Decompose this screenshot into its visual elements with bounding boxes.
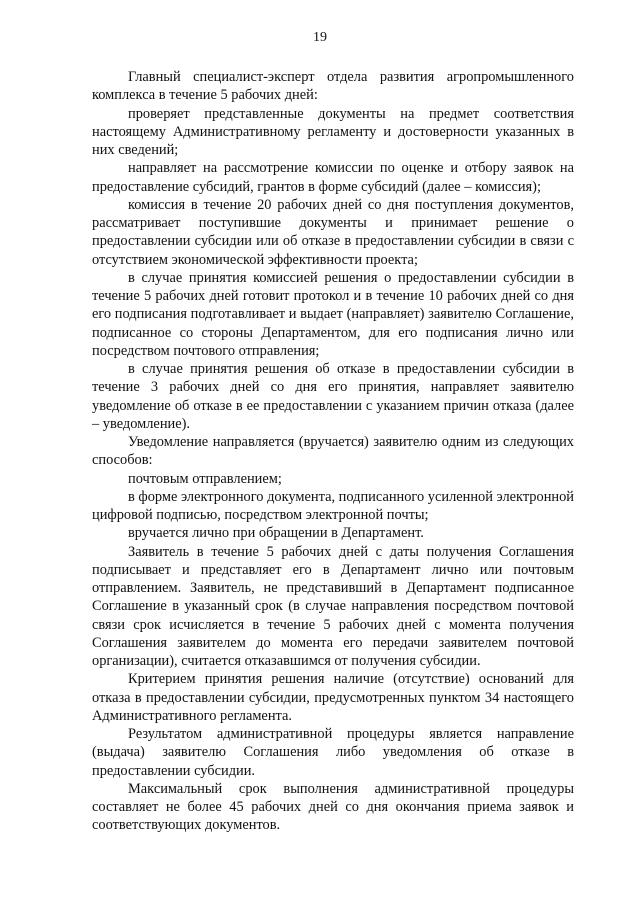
- paragraph: Уведомление направляется (вручается) заявителю одним из следующих способов:: [92, 434, 574, 469]
- document-body: [92, 68, 574, 835]
- paragraph: проверяет представленные документы на предмет соответствия настоящему Административному регламенту и достоверности указанных в них сведений;: [92, 105, 574, 158]
- paragraph: Результатом административной процедуры является направление (выдача) заявителю Соглашения либо уведомления об отказе в предоставлении субсидии.: [92, 726, 574, 779]
- paragraph: в случае принятия решения об отказе в предоставлении субсидии в течение 3 рабочих дней со дня его принятия, направляет заявителю уведомление об отказе в ее предоставлении с указанием причин отказа (далее – уведомление).: [92, 361, 574, 432]
- paragraph: в случае принятия комиссией решения о предоставлении субсидии в течение 5 рабочих дней готовит протокол и в течение 10 рабочих дней со дня его подписания подготавливает и выдает (направляет) заявителю Соглашение, подписанное со стороны Департаментом, для его подписания лично или посредством почтового отправления;: [92, 269, 574, 359]
- paragraph: Максимальный срок выполнения административной процедуры составляет не более 45 рабочих дней со дня окончания приема заявок и соответствующих документов.: [92, 780, 574, 834]
- paragraph: вручается лично при обращении в Департамент.: [128, 525, 424, 542]
- paragraph: Главный специалист-эксперт отдела развития агропромышленного комплекса в течение 5 рабочих дней:: [92, 69, 574, 104]
- paragraph: направляет на рассмотрение комиссии по оценке и отбору заявок на предоставление субсидий, грантов в форме субсидий (далее – комиссия);: [92, 160, 574, 195]
- page-number: 19: [313, 30, 327, 45]
- paragraph: почтовым отправлением;: [128, 470, 282, 487]
- paragraph: Критерием принятия решения наличие (отсутствие) оснований для отказа в предоставлении субсидии, предусмотренных пунктом 34 настоящего Административного регламента.: [92, 671, 574, 724]
- paragraph: в форме электронного документа, подписанного усиленной электронной цифровой подписью, посредством электронной почты;: [92, 488, 574, 523]
- paragraph: комиссия в течение 20 рабочих дней со дня поступления документов, рассматривает поступившие документы и принимает решение о предоставлении субсидии или об отказе в предоставлении субсидии в связи с отсутствием экономической эффективности проекта;: [92, 196, 574, 268]
- paragraph: Заявитель в течение 5 рабочих дней с даты получения Соглашения подписывает и представляет его в Департамент лично или почтовым отправлением. Заявитель, не представивший в Департамент подписанное Соглашение в указанный срок (в случае направления посредством почтовой связи срок исчисляется в течение 5 рабочих дней с момента получения Соглашения заявителем до момента его передачи заявителем почтовой организации), считается отказавшимся от получения субсидии.: [92, 543, 574, 669]
